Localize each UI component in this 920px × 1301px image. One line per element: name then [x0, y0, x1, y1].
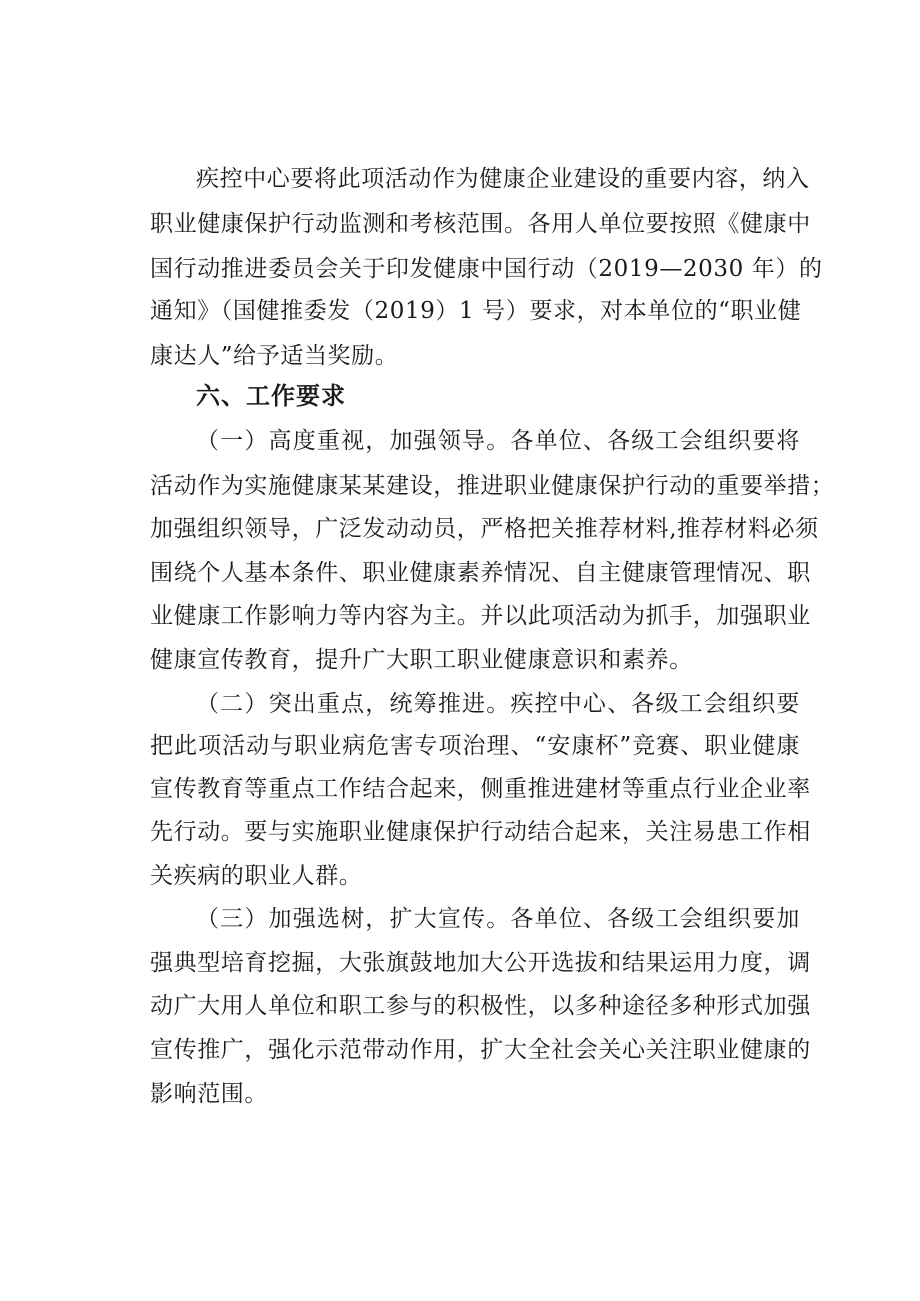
- paragraph-line: 强典型培育挖掘，大张旗鼓地加大公开选拔和结果运用力度，调: [150, 950, 811, 976]
- paragraph-line: （二）突出重点，统筹推进。疾控中心、各级工会组织要: [196, 691, 800, 717]
- paragraph-line: 动广大用人单位和职工参与的积极性，以多种途径多种形式加强: [150, 993, 811, 1019]
- paragraph-line: 宣传教育等重点工作结合起来，侧重推进建材等重点行业企业率: [150, 776, 811, 802]
- paragraph-line: 关疾病的职业人群。: [150, 863, 363, 889]
- paragraph-line: 康达人”给予适当奖励。: [150, 343, 399, 369]
- paragraph-line: 围绕个人基本条件、职业健康素养情况、自主健康管理情况、职: [150, 560, 811, 586]
- paragraph-line: 先行动。要与实施职业健康保护行动结合起来，关注易患工作相: [150, 819, 811, 845]
- paragraph-line: 健康宣传教育，提升广大职工职业健康意识和素养。: [150, 647, 693, 673]
- paragraph-line: 业健康工作影响力等内容为主。并以此项活动为抓手，加强职业: [150, 603, 811, 629]
- paragraph-line: 活动作为实施健康某某建设，推进职业健康保护行动的重要举措；: [150, 473, 835, 499]
- section-heading: 六、工作要求: [196, 382, 346, 410]
- paragraph-line: 国行动推进委员会关于印发健康中国行动（2019—2030 年）的: [150, 256, 823, 282]
- paragraph-line: （一）高度重视，加强领导。各单位、各级工会组织要将: [196, 428, 800, 454]
- paragraph-line: 加强组织领导，广泛发动动员，严格把关推荐材料,推荐材料必须: [150, 516, 819, 542]
- paragraph-line: 通知》（国健推委发（2019）1 号）要求，对本单位的“职业健: [150, 298, 802, 324]
- paragraph-line: 职业健康保护行动监测和考核范围。各用人单位要按照《健康中: [150, 211, 811, 237]
- paragraph-line: 疾控中心要将此项活动作为健康企业建设的重要内容，纳入: [196, 166, 810, 192]
- paragraph-line: 宣传推广，强化示范带动作用，扩大全社会关心关注职业健康的: [150, 1037, 811, 1063]
- paragraph-line: （三）加强选树，扩大宣传。各单位、各级工会组织要加: [196, 906, 800, 932]
- paragraph-line: 影响范围。: [150, 1081, 268, 1107]
- paragraph-line: 把此项活动与职业病危害专项治理、“安康杯”竞赛、职业健康: [150, 733, 800, 759]
